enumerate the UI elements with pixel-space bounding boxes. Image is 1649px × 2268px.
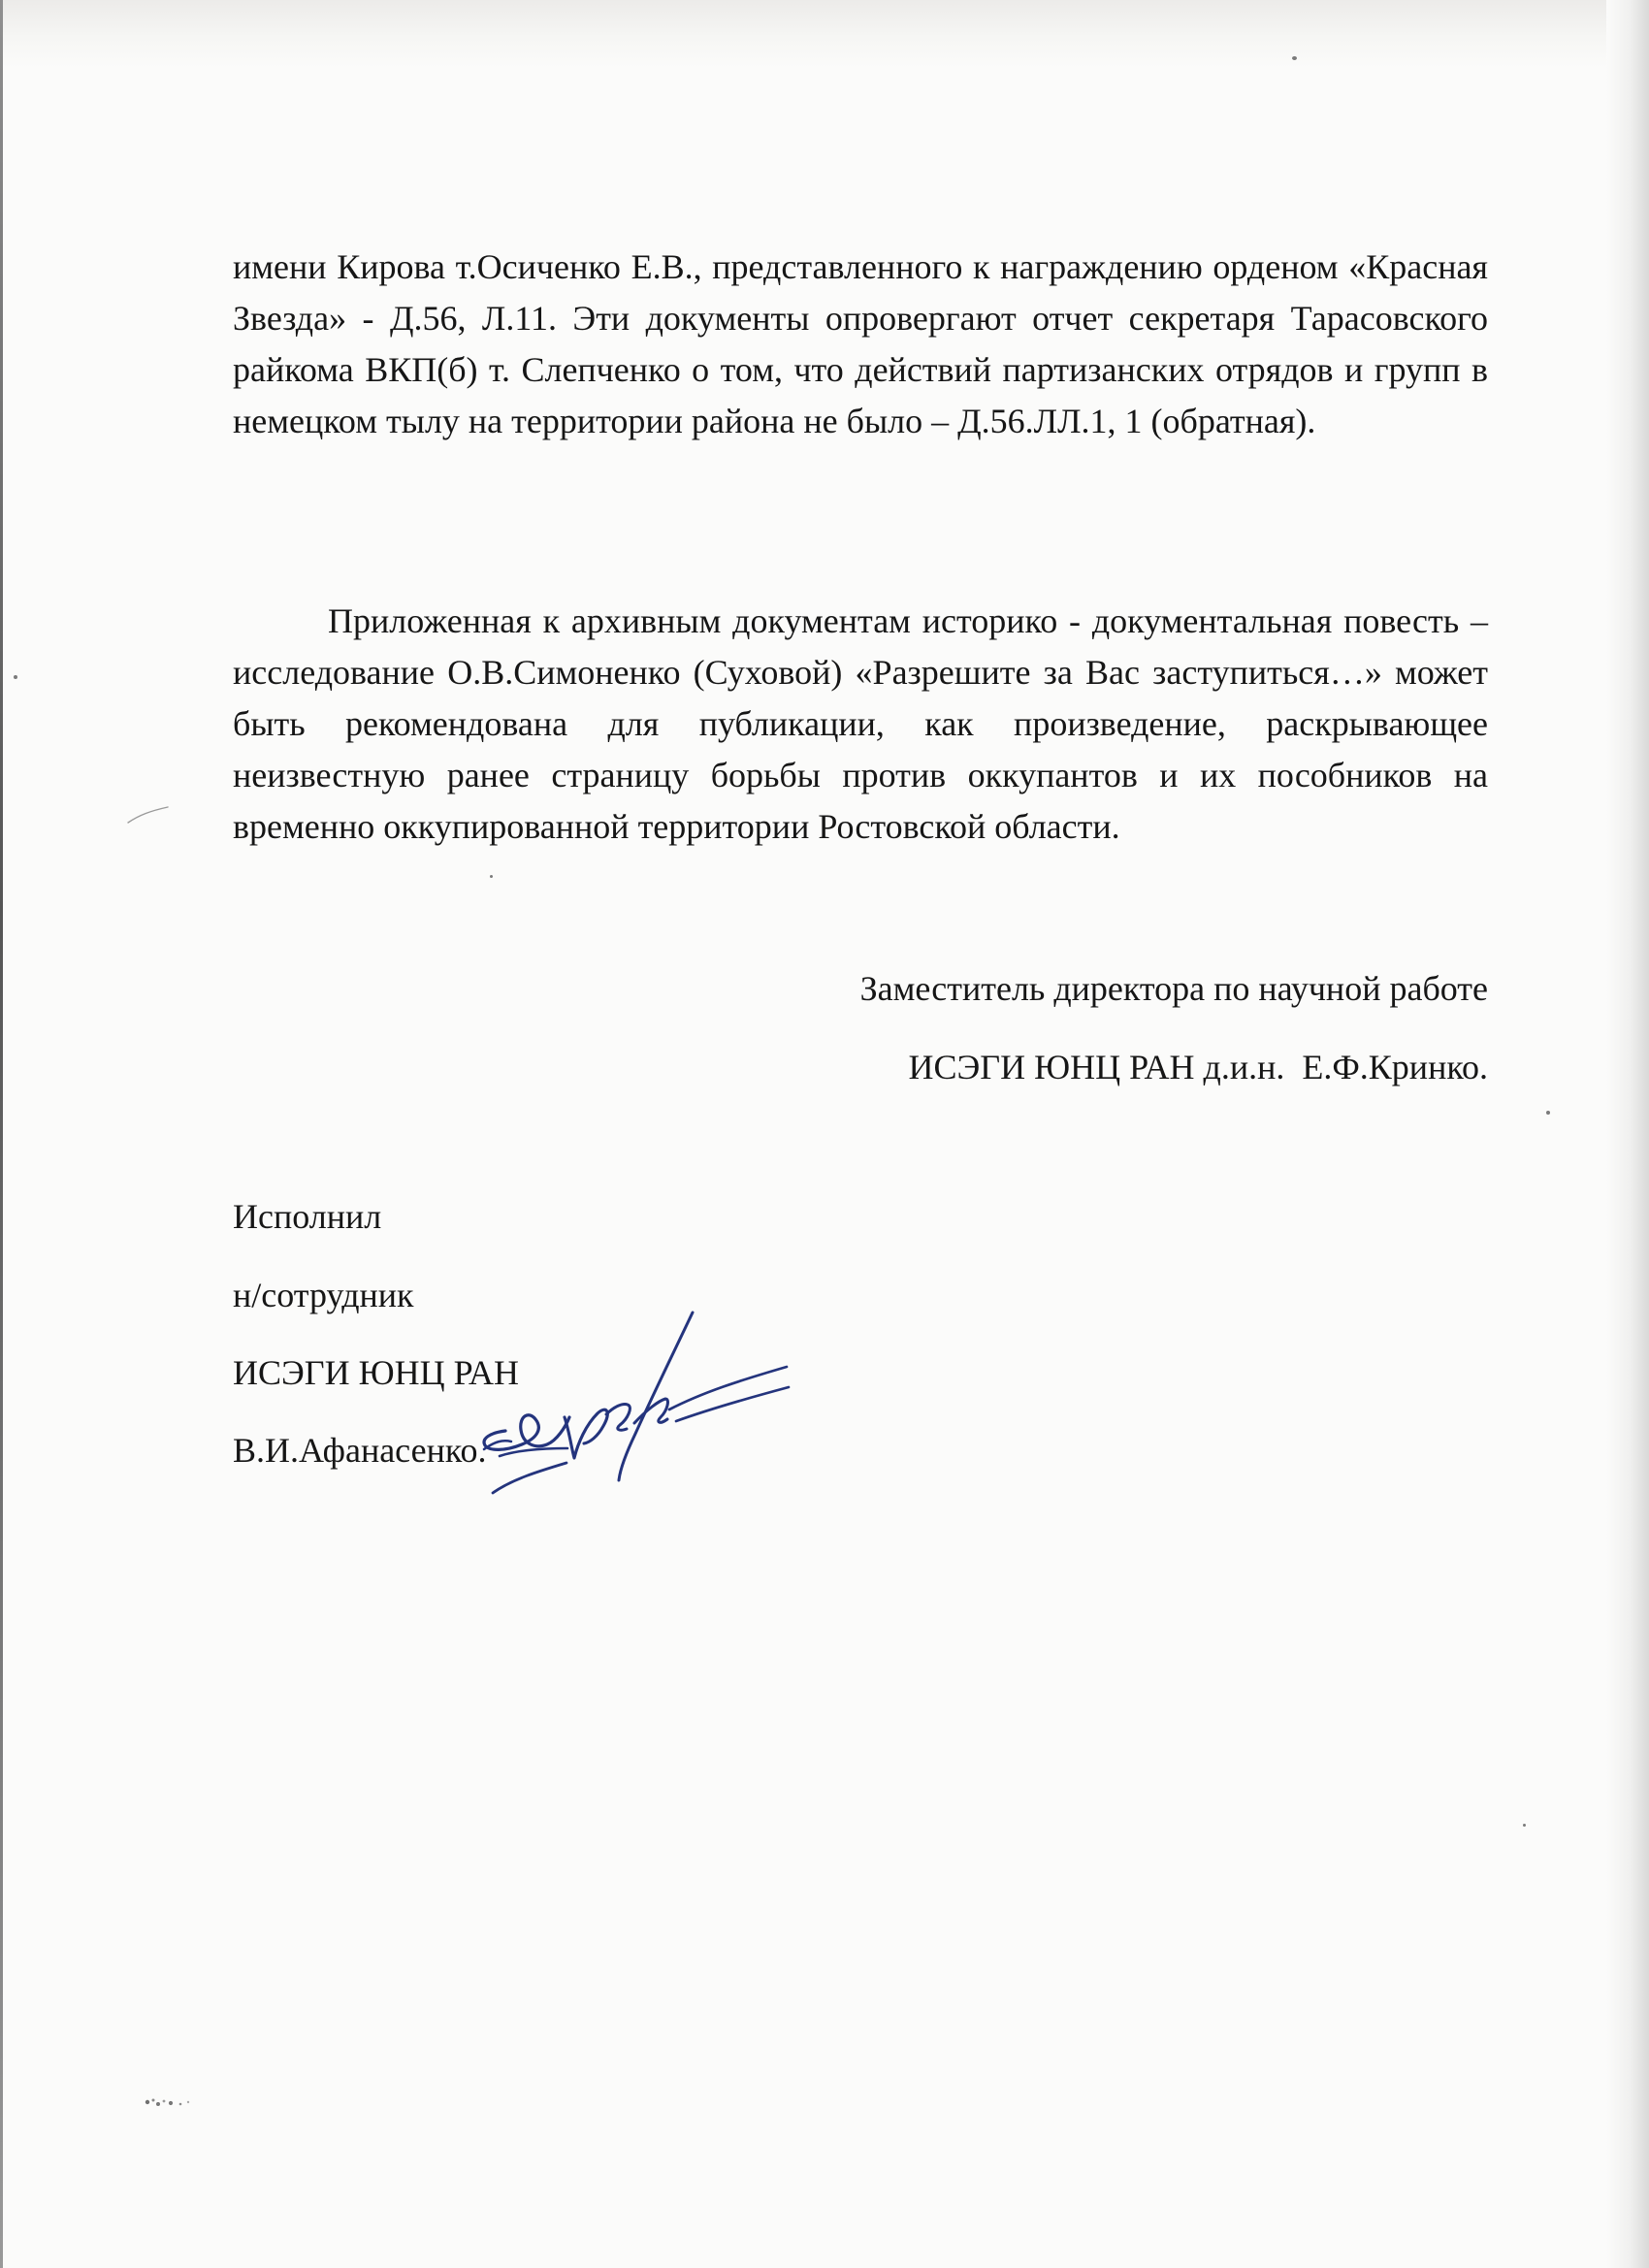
scan-edge-left — [0, 0, 3, 2268]
paper-speck — [1292, 56, 1297, 60]
body-paragraph-2: Приложенная к архивным документам историко - документальная повесть – исследование О.В.Симоненко (Суховой) «Разрешите за Вас заступиться…» может быть рекомендована для публикации, как произведение, раскрывающее неизвестную ранее страницу борьбы против оккупантов и их пособников на временно оккупированной территории Ростовской области. — [233, 601, 1488, 846]
paper-speck — [490, 875, 493, 878]
paper-dust-speck — [141, 2092, 197, 2112]
executor-name: В.И.Афанасенко. — [233, 1431, 487, 1470]
executor-organization: ИСЭГИ ЮНЦ РАН — [233, 1353, 519, 1392]
signatory-name: ИСЭГИ ЮНЦ РАН д.и.н. Е.Ф.Кринко. — [908, 1048, 1488, 1086]
signatory-title: Заместитель директора по научной работе — [859, 969, 1488, 1008]
executor-position: н/сотрудник — [233, 1276, 414, 1314]
scan-shadow-top — [0, 0, 1649, 68]
paper-speck — [1546, 1111, 1550, 1115]
scan-edge-right — [1606, 0, 1649, 2268]
paper-speck — [1523, 1824, 1526, 1827]
body-paragraph-1: имени Кирова т.Осиченко Е.В., представленного к награждению орденом «Красная Звезда» - Д.56, Л.11. Эти документы опровергают отчет секретаря Тарасовского райкома ВКП(б) т. Слепченко о том, что действий партизанских отрядов и групп в немецком тылу на территории района не было – Д.56.ЛЛ.1, 1 (обратная). — [233, 247, 1488, 440]
paper-speck — [14, 675, 17, 679]
handwritten-signature — [475, 1295, 805, 1518]
scan-mark — [126, 805, 170, 826]
executor-label: Исполнил — [233, 1197, 382, 1236]
